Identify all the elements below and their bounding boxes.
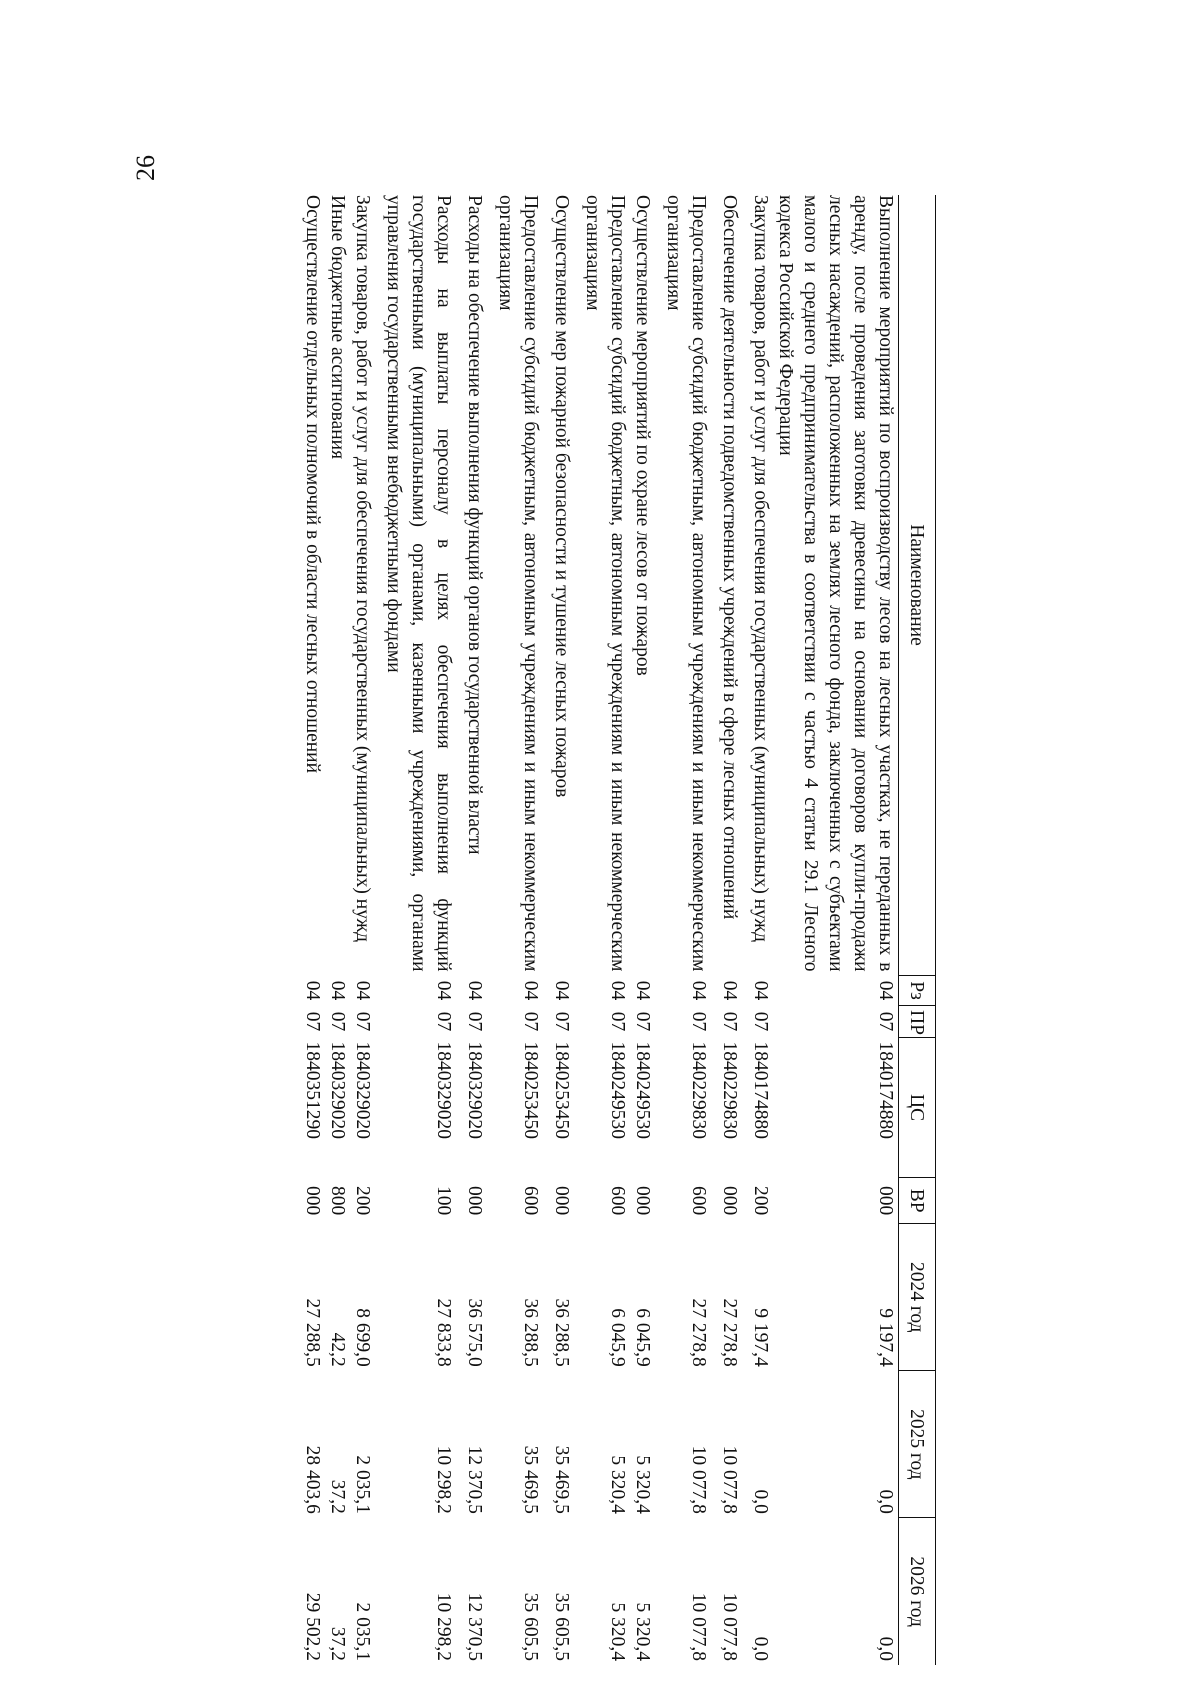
table-row [748, 195, 773, 1665]
row-2025: 28 403,6 [302, 1445, 323, 1514]
table-row [661, 195, 717, 1665]
row-2026: 0,0 [875, 1636, 896, 1661]
header-name: Наименование [899, 195, 936, 976]
row-rz: 04 [302, 980, 323, 1001]
row-2026: 5 320,4 [607, 1602, 628, 1661]
table-row [717, 195, 748, 1665]
row-name: Закупка товаров, работ и услуг для обеспечения государственных (муниципальных) нужд [750, 195, 771, 943]
table-row [300, 195, 325, 1665]
row-vr: 800 [327, 1186, 348, 1216]
row-2024: 36 575,0 [464, 1298, 485, 1367]
row-cs: 1840329020 [464, 1041, 485, 1140]
row-vr: 600 [520, 1186, 541, 1216]
row-vr: 600 [607, 1186, 628, 1216]
row-name: Осуществление мер пожарной безопасности и тушение лесных пожаров [551, 195, 572, 798]
row-2024: 27 833,8 [433, 1298, 454, 1367]
header-vr: ВР [899, 1178, 936, 1224]
row-name: Предоставление субсидий бюджетным, автономным учреждениям и иным некоммерческим организациям [495, 195, 541, 972]
table-row [549, 195, 580, 1665]
row-rz: 04 [551, 980, 572, 1001]
row-name: Расходы на обеспечение выполнения функций органов государственной власти [464, 195, 485, 855]
table-row [325, 195, 350, 1665]
row-2026: 12 370,5 [464, 1592, 485, 1661]
rotated-sheet [166, 195, 936, 1665]
row-2025: 35 469,5 [551, 1445, 572, 1514]
row-2025: 35 469,5 [520, 1445, 541, 1514]
row-name: Выполнение мероприятий по воспроизводству лесов на лесных участках, не переданных в аренду, после проведения заготовки древесины на основании договоров купли-продажи лесных насаждений, расположенных на землях лесного фонда, заключенных с субъектами малого и среднего предпринимательства в соответствии с частью 4 статьи 29.1 Лесного кодекса Российской Федерации [775, 195, 896, 972]
row-name: Предоставление субсидий бюджетным, автономным учреждениям и иным некоммерческим организациям [663, 195, 709, 972]
row-rz: 04 [433, 980, 454, 1001]
row-vr: 000 [632, 1186, 653, 1216]
row-vr: 000 [551, 1186, 572, 1216]
row-pr: 07 [607, 1011, 628, 1032]
row-2026: 5 320,4 [632, 1602, 653, 1661]
row-2026: 37,2 [327, 1626, 348, 1661]
row-2024: 8 699,0 [352, 1308, 373, 1367]
row-2025: 10 077,8 [719, 1445, 740, 1514]
row-name: Осуществление мероприятий по охране лесов от пожаров [632, 195, 653, 676]
row-2024: 42,2 [327, 1332, 348, 1367]
row-2026: 35 605,5 [520, 1592, 541, 1661]
table-row [462, 195, 493, 1665]
row-2025: 10 298,2 [433, 1445, 454, 1514]
header-2025: 2025 год [899, 1371, 936, 1518]
row-pr: 07 [551, 1011, 572, 1032]
row-pr: 07 [719, 1011, 740, 1032]
row-pr: 07 [632, 1011, 653, 1032]
header-rz: Рз [899, 976, 936, 1006]
table-row [773, 195, 899, 1665]
row-cs: 1840229830 [719, 1041, 740, 1140]
row-vr: 200 [352, 1186, 373, 1216]
page-number: 26 [131, 155, 160, 181]
row-2026: 0,0 [750, 1636, 771, 1661]
table-row [493, 195, 549, 1665]
row-2024: 27 278,8 [719, 1298, 740, 1367]
row-name: Закупка товаров, работ и услуг для обеспечения государственных (муниципальных) нужд [352, 195, 373, 943]
row-pr: 07 [352, 1011, 373, 1032]
row-pr: 07 [688, 1011, 709, 1032]
header-cs: ЦС [899, 1038, 936, 1178]
row-2025: 0,0 [750, 1489, 771, 1514]
row-vr: 000 [464, 1186, 485, 1216]
table-row [350, 195, 381, 1665]
row-2025: 0,0 [875, 1489, 896, 1514]
table-header [899, 195, 936, 1665]
row-cs: 1840253450 [551, 1041, 572, 1140]
row-2025: 5 320,4 [632, 1455, 653, 1514]
row-vr: 600 [688, 1186, 709, 1216]
row-cs: 1840249530 [632, 1041, 653, 1140]
row-vr: 100 [433, 1186, 454, 1216]
row-cs: 1840329020 [327, 1041, 348, 1140]
row-cs: 1840329020 [433, 1041, 454, 1140]
header-2026: 2026 год [899, 1518, 936, 1665]
row-2024: 6 045,9 [632, 1308, 653, 1367]
row-rz: 04 [352, 980, 373, 1001]
row-pr: 07 [302, 1011, 323, 1032]
row-2024: 6 045,9 [607, 1308, 628, 1367]
row-2024: 9 197,4 [875, 1308, 896, 1367]
row-rz: 04 [464, 980, 485, 1001]
row-2025: 37,2 [327, 1479, 348, 1514]
row-rz: 04 [327, 980, 348, 1001]
row-2025: 10 077,8 [688, 1445, 709, 1514]
row-vr: 000 [719, 1186, 740, 1216]
row-pr: 07 [464, 1011, 485, 1032]
row-2026: 10 077,8 [688, 1592, 709, 1661]
row-2025: 12 370,5 [464, 1445, 485, 1514]
row-2024: 27 288,5 [302, 1298, 323, 1367]
table-body [300, 195, 899, 1665]
table-row [630, 195, 661, 1665]
row-name: Иные бюджетные ассигнования [327, 195, 348, 460]
row-2026: 10 298,2 [433, 1592, 454, 1661]
row-rz: 04 [632, 980, 653, 1001]
row-name: Осуществление отдельных полномочий в области лесных отношений [302, 195, 323, 774]
budget-table [300, 195, 936, 1665]
row-cs: 1840174880 [875, 1041, 896, 1140]
row-cs: 1840249530 [607, 1041, 628, 1140]
row-2024: 36 288,5 [551, 1298, 572, 1367]
row-2026: 2 035,1 [352, 1602, 373, 1661]
row-cs: 1840253450 [520, 1041, 541, 1140]
row-name: Расходы на выплаты персоналу в целях обеспечения выполнения функций государственными (муниципальными) органами, казенными учреждениями, органами управления государственными внебюджетными фондами [383, 195, 454, 972]
row-2026: 35 605,5 [551, 1592, 572, 1661]
row-2026: 10 077,8 [719, 1592, 740, 1661]
header-2024: 2024 год [899, 1224, 936, 1371]
row-rz: 04 [607, 980, 628, 1001]
row-rz: 04 [719, 980, 740, 1001]
row-cs: 1840174880 [750, 1041, 771, 1140]
row-pr: 07 [520, 1011, 541, 1032]
row-2025: 5 320,4 [607, 1455, 628, 1514]
table-row [381, 195, 462, 1665]
header-pr: ПР [899, 1006, 936, 1038]
row-rz: 04 [688, 980, 709, 1001]
table-row [580, 195, 630, 1665]
row-name: Обеспечение деятельности подведомственных учреждений в сфере лесных отношений [719, 195, 740, 920]
row-vr: 000 [302, 1186, 323, 1216]
row-pr: 07 [875, 1011, 896, 1032]
row-pr: 07 [433, 1011, 454, 1032]
row-vr: 000 [875, 1186, 896, 1216]
row-name: Предоставление субсидий бюджетным, автономным учреждениям и иным некоммерческим организациям [582, 195, 628, 972]
row-rz: 04 [875, 980, 896, 1001]
row-2024: 27 278,8 [688, 1298, 709, 1367]
row-2024: 36 288,5 [520, 1298, 541, 1367]
row-rz: 04 [750, 980, 771, 1001]
row-rz: 04 [520, 980, 541, 1001]
row-pr: 07 [750, 1011, 771, 1032]
row-cs: 1840329020 [352, 1041, 373, 1140]
row-2026: 29 502,2 [302, 1592, 323, 1661]
row-cs: 1840351290 [302, 1041, 323, 1140]
row-2024: 9 197,4 [750, 1308, 771, 1367]
row-cs: 1840229830 [688, 1041, 709, 1140]
row-2025: 2 035,1 [352, 1455, 373, 1514]
row-pr: 07 [327, 1011, 348, 1032]
row-vr: 200 [750, 1186, 771, 1216]
